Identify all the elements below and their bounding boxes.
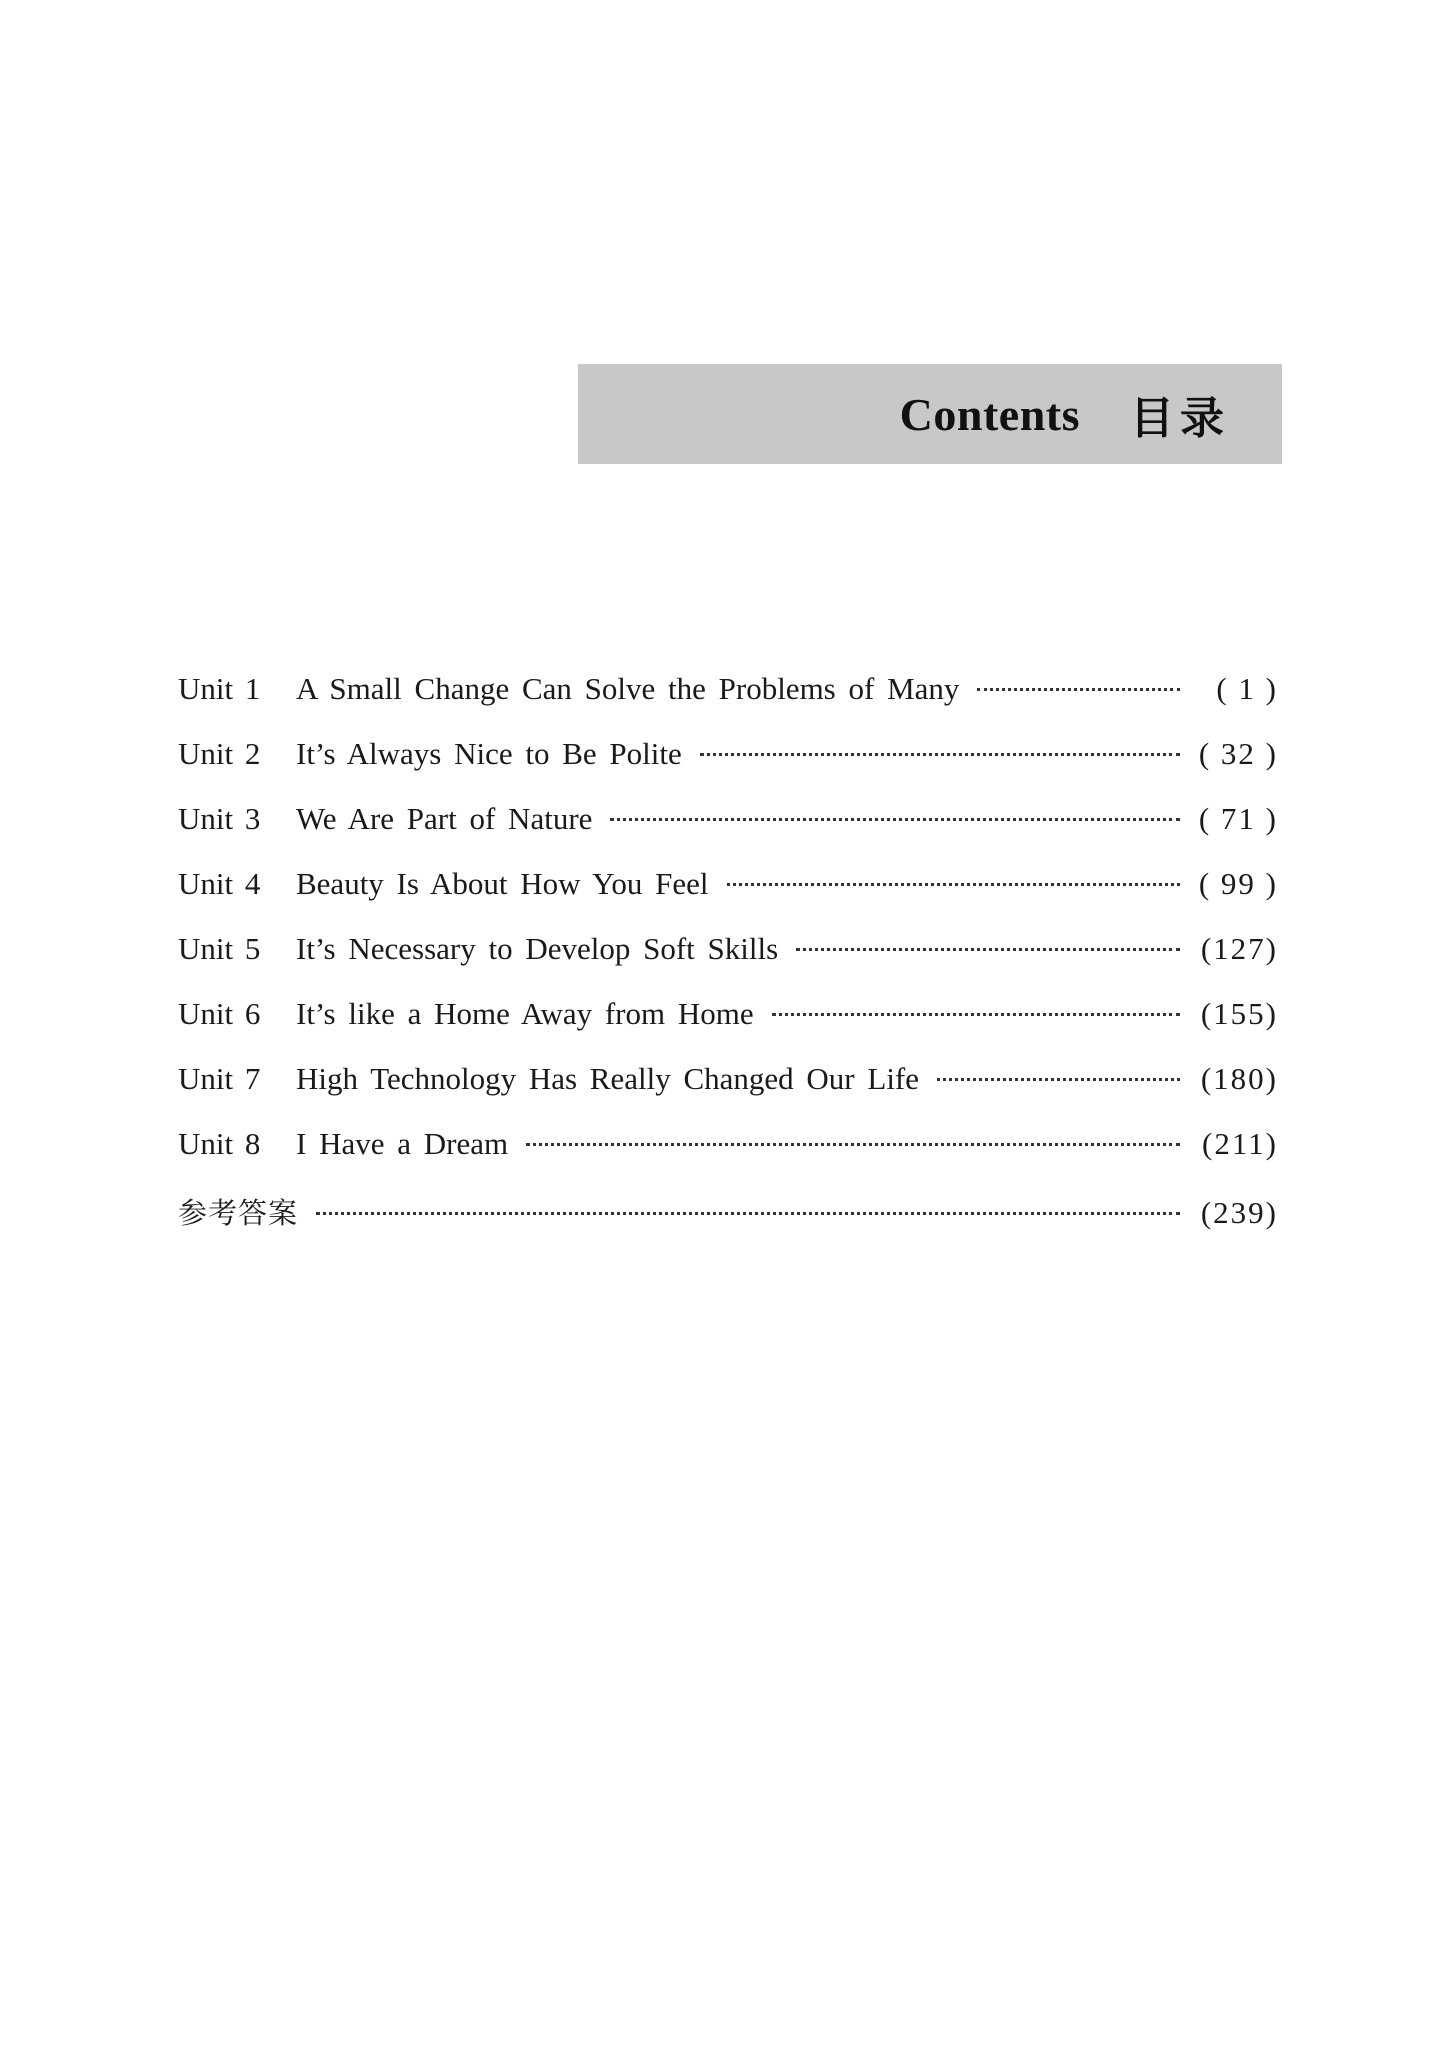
- unit-label: Unit 4: [178, 866, 261, 901]
- unit-title: We Are Part of Nature: [296, 801, 593, 836]
- answers-label: 参考答案: [178, 1196, 299, 1230]
- toc-entry-answers[interactable]: [178, 1191, 1278, 1256]
- unit-title: It’s Always Nice to Be Polite: [296, 736, 682, 771]
- toc-entry-unit-1[interactable]: [178, 671, 1278, 736]
- page-number: ( 99 ): [1198, 866, 1278, 901]
- unit-title: It’s Necessary to Develop Soft Skills: [296, 931, 779, 966]
- dot-leader: [796, 948, 1180, 951]
- dot-leader: [700, 753, 1180, 756]
- toc-entry-unit-5[interactable]: [178, 931, 1278, 996]
- toc-entry-unit-2[interactable]: [178, 736, 1278, 801]
- page-number: (211): [1202, 1126, 1278, 1161]
- toc-entry-unit-6[interactable]: [178, 996, 1278, 1061]
- page-number: (155): [1200, 996, 1278, 1031]
- toc-entry-unit-4[interactable]: [178, 866, 1278, 931]
- contents-title-bar: [578, 364, 1282, 464]
- unit-label: Unit 7: [178, 1061, 261, 1096]
- table-of-contents: [178, 671, 1278, 1256]
- unit-label: Unit 5: [178, 931, 261, 966]
- unit-title: Beauty Is About How You Feel: [296, 866, 709, 901]
- unit-label: Unit 1: [178, 671, 261, 706]
- page-number: (180): [1200, 1061, 1278, 1096]
- dot-leader: [772, 1013, 1180, 1016]
- page-number: ( 1 ): [1216, 671, 1278, 706]
- unit-label: Unit 3: [178, 801, 261, 836]
- toc-entry-unit-3[interactable]: [178, 801, 1278, 866]
- toc-entry-unit-8[interactable]: [178, 1126, 1278, 1191]
- dot-leader: [727, 883, 1180, 886]
- unit-title: High Technology Has Really Changed Our Life: [296, 1061, 920, 1096]
- unit-label: Unit 6: [178, 996, 261, 1031]
- toc-entry-unit-7[interactable]: [178, 1061, 1278, 1126]
- dot-leader: [316, 1212, 1180, 1215]
- dot-leader: [610, 818, 1180, 821]
- page-number: (127): [1200, 931, 1278, 966]
- unit-title: A Small Change Can Solve the Problems of Many: [296, 671, 960, 706]
- page-number: (239): [1200, 1195, 1278, 1230]
- page-number: ( 71 ): [1198, 801, 1278, 836]
- unit-title: I Have a Dream: [296, 1126, 509, 1161]
- unit-title: It’s like a Home Away from Home: [296, 996, 754, 1031]
- contents-title-chinese: 目录: [1130, 393, 1230, 444]
- unit-label: Unit 2: [178, 736, 261, 771]
- dot-leader: [937, 1078, 1180, 1081]
- dot-leader: [977, 688, 1180, 691]
- dot-leader: [526, 1143, 1180, 1146]
- contents-title: Contents: [899, 388, 1080, 440]
- unit-label: Unit 8: [178, 1126, 261, 1161]
- page-number: ( 32 ): [1198, 736, 1278, 771]
